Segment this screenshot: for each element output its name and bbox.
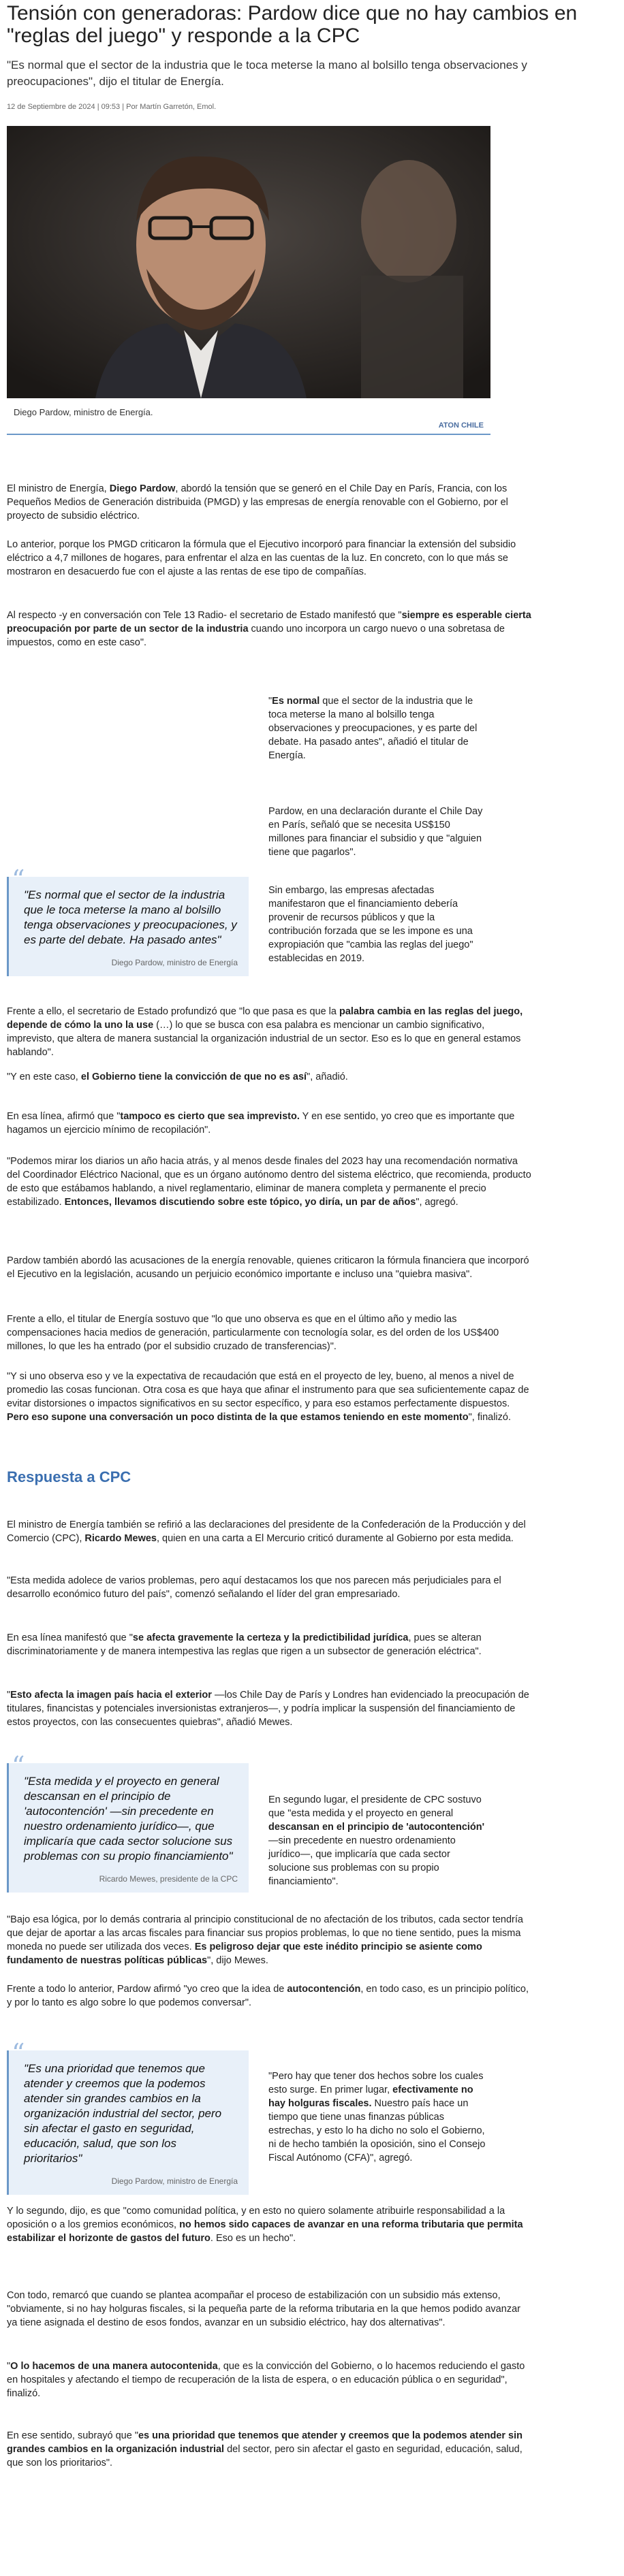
body-paragraph: "Pero hay que tener dos hechos sobre los cuales esto surge. En primer lugar, efectivamente no hay holguras fiscales. Nuestro país hace un tiempo que tiene unas finanzas públicas estrechas, y esto lo ha dicho no solo el Gobierno, ni de hecho también la oposición, sino el Consejo Fiscal Autónomo (CFA)", agregó.: [268, 2071, 486, 2163]
body-paragraph: "Podemos mirar los diarios un año hacia atrás, y al menos desde finales del 2023 hay una recomendación normativa del Coordinador Eléctrico Nacional, que es un órgano autónomo dentro del sistema eléctrico, que recomienda, producto de esto que estábamos hablando, a nivel reglamentario, eliminar de manera completa y permanente el precio estabilizado. Entonces, llevamos discutiendo sobre este tópico, yo diría, un par de años", agregó.: [7, 1156, 531, 1208]
body-paragraph: "Esto afecta la imagen país hacia el exterior —los Chile Day de París y Londres han evidenciado la preocupación de titulares, financistas y potenciales inversionistas extranjeros—, y podría implicar la suspensión del financiamiento de estos proyectos, con las consecuentes quiebras", añadió Mewes.: [7, 1690, 529, 1728]
section-title: Respuesta a CPC: [7, 1468, 131, 1485]
photo-illustration: [7, 126, 490, 398]
quote-mark-icon: “: [12, 2038, 25, 2068]
body-paragraph: "Y si uno observa eso y ve la expectativa de recaudación que está en el proyecto de ley, bueno, al menos a nivel de promedio las cosas funcionan. Otra cosa es que haya que afinar el instrumento para que sea suficientemente capaz de evitar distorsiones o impactos significativos en su sector específico, y para eso estamos perfectamente dispuestos. Pero eso supone una conversación un poco distinta de la que estamos teniendo en este momento", finalizó.: [7, 1371, 529, 1423]
body-paragraph: Y lo segundo, dijo, es que "como comunidad política, y en esto no quiero solamente atribuirle responsabilidad a la oposición o a los gremios económicos, no hemos sido capaces de avanzar en una reforma tributaria que permita estabilizar el horizonte de gastos del futuro. Eso es un hecho".: [7, 2206, 523, 2244]
pull-quote-text: "Esta medida y el proyecto en general descansan en el principio de 'autocontención' —sin precedente en nuestro ordenamiento jurídico—, que implicaría que cada sector solucione sus problemas con su propio financiamiento": [24, 1775, 233, 1863]
article: [7, 0, 617, 435]
photo-caption: [7, 398, 490, 434]
article-meta: 12 de Septiembre de 2024 | 09:53 | Por Martín Garretón, Emol.: [7, 103, 217, 111]
article-lead: "Es normal que el sector de la industria que le toca meterse la mano al bolsillo tenga observaciones y preocupaciones", dijo el titular de Energía.: [7, 59, 527, 88]
body-paragraph: Con todo, remarcó que cuando se plantea acompañar el proceso de estabilización con un subsidio más extenso, "obviamente, si no hay holguras fiscales, si la pequeña parte de la reforma tributaria en la que hemos podido avanzar ya tiene asignada el destino de esos fondos, avanzar en un subsidio eléctrico, hay dos alternativas".: [7, 2290, 520, 2328]
body-paragraph: Frente a todo lo anterior, Pardow afirmó "yo creo que la idea de autocontención, en todo caso, es un principio político, y por lo tanto es algo sobre lo que podemos conversar".: [7, 1984, 529, 2008]
pull-quote: [7, 865, 249, 976]
body-paragraph: "Bajo esa lógica, por lo demás contraria al principio constitucional de no afectación de los tributos, cada sector tendría que dejar de aportar a las arcas fiscales para financiar sus propios problemas, lo que no tiene sentido, pues la misma moneda no puede ser utilizada dos veces. Es peligroso dejar que este inédito principio se asiente como fundamento de nuestras políticas públicas", dijo Mewes.: [7, 1914, 523, 1966]
article-photo[interactable]: [7, 126, 490, 398]
body-paragraph: En segundo lugar, el presidente de CPC sostuvo que "esta medida y el proyecto en general descansan en el principio de 'autocontención' —sin precedente en nuestro ordenamiento jurídico—, que implicaría que cada sector solucione sus problemas con su propio financiamiento".: [268, 1794, 485, 1887]
body-paragraph: Frente a ello, el secretario de Estado profundizó que "lo que pasa es que la palabra cambia en las reglas del juego, depende de cómo la uno la use (…) lo que se busca con esa palabra es mencionar un cambio significativo, imprevisto, que altera de manera sustancial la organización industrial de un sector. Eso es lo que en general estamos hablando".: [7, 1006, 523, 1058]
body-paragraph: Al respecto -y en conversación con Tele 13 Radio- el secretario de Estado manifestó que "siempre es esperable cierta preocupación por parte de un sector de la industria cuando uno incorpora un cargo nuevo o una sobretasa de impuestos, como en este caso".: [7, 610, 531, 648]
body-paragraph: "O lo hacemos de una manera autocontenida, que es la convicción del Gobierno, o lo hacemos reduciendo el gasto en hospitales y afectando el tiempo de recuperación de la lista de espera, o en educación pública o en seguridad", finalizó.: [7, 2361, 525, 2399]
body-paragraph: En ese sentido, subrayó que "es una prioridad que tenemos que atender y creemos que la podemos atender sin grandes cambios en la organización industrial del sector, pero sin afectar el gasto en seguridad, educación, salud, que son los prioritarios".: [7, 2430, 523, 2468]
body-paragraph: En esa línea manifestó que "se afecta gravemente la certeza y la predictibilidad jurídica, pues se alteran discriminatoriamente y de manera intempestiva las reglas que rigen a un subsector de generación eléctrica".: [7, 1632, 482, 1657]
quote-mark-icon: “: [12, 865, 25, 895]
photo-credit: ATON CHILE: [438, 421, 484, 430]
body-paragraph: "Y en este caso, el Gobierno tiene la convicción de que no es así", añadió.: [7, 1072, 348, 1082]
article-figure: [7, 126, 490, 435]
pull-quote: [7, 1751, 249, 1893]
pull-quote-text: "Es una prioridad que tenemos que atender y creemos que la podemos atender sin grandes cambios en la organización industrial del sector, pero sin afectar el gasto en seguridad, educación, salud, que son los prioritarios": [24, 2062, 222, 2165]
body-paragraph: En esa línea, afirmó que "tampoco es cierto que sea imprevisto. Y en ese sentido, yo creo que es importante que hagamos un ejercicio mínimo de recopilación".: [7, 1111, 515, 1136]
body-paragraph: Lo anterior, porque los PMGD criticaron la fórmula que el Ejecutivo incorporó para financiar la extensión del subsidio eléctrico a 4,7 millones de hogares, para enfrentar el alza en las cuentas de la luz. En concreto, con lo que más se mostraron en desacuerdo fue con el ajuste a las rentas de ese tipo de compañías.: [7, 539, 516, 577]
body-paragraph: Frente a ello, el titular de Energía sostuvo que "lo que uno observa es que en el último año y medio las compensaciones hacia medios de generación, particularmente con tecnología solar, es del orden de los US$400 millones, lo que les ha entrado (por el subsidio cruzado de transferencias)".: [7, 1314, 499, 1352]
caption-text: Diego Pardow, ministro de Energía.: [14, 407, 153, 417]
body-paragraph: Pardow también abordó las acusaciones de la energía renovable, quienes criticaron la fórmula financiera que incorporó el Ejecutivo en la legislación, acusando un perjuicio económico importante e incluso una "quiebra masiva".: [7, 1255, 529, 1280]
pull-quote: [7, 2038, 249, 2195]
quote-mark-icon: “: [12, 1751, 25, 1781]
body-paragraph: Pardow, en una declaración durante el Chile Day en París, señaló que se necesita US$150 millones para financiar el subsidio y que "alguien tiene que pagarlos".: [268, 806, 483, 858]
body-paragraph: Sin embargo, las empresas afectadas manifestaron que el financiamiento debería provenir de recursos públicos y que la contribución forzada que se les impone es una expropiación que "cambia las reglas del juego" establecidas en 2019.: [268, 885, 473, 964]
body-paragraph: "Esta medida adolece de varios problemas, pero aquí destacamos los que nos parecen más perjudiciales para el desarrollo económico futuro del país", comenzó señalando el líder del gran empresariado.: [7, 1575, 501, 1600]
pull-quote-author: Ricardo Mewes, presidente de la CPC: [99, 1874, 238, 1884]
pull-quote-text: "Es normal que el sector de la industria que le toca meterse la mano al bolsillo tenga observaciones y preocupaciones, y es parte del debate. Ha pasado antes": [24, 888, 237, 946]
pull-quote-author: Diego Pardow, ministro de Energía: [111, 958, 238, 967]
body-paragraph: El ministro de Energía también se refirió a las declaraciones del presidente de la Confederación de la Producción y del Comercio (CPC), Ricardo Mewes, quien en una carta a El Mercurio criticó duramente al Gobierno por esta medida.: [7, 1519, 526, 1544]
pull-quote-author: Diego Pardow, ministro de Energía: [111, 2176, 238, 2186]
article-title: Tensión con generadoras: Pardow dice que no hay cambios en "reglas del juego" y responde a la CPC: [7, 2, 578, 47]
body-paragraph: El ministro de Energía, Diego Pardow, abordó la tensión que se generó en el Chile Day en París, Francia, con los Pequeños Medios de Generación distribuida (PMGD) y las empresas de energía renovable con el Gobierno, por el proyecto de subsidio eléctrico.: [7, 483, 508, 521]
body-paragraph: "Es normal que el sector de la industria que le toca meterse la mano al bolsillo tenga observaciones y preocupaciones, y es parte del debate. Ha pasado antes", añadió el titular de Energía.: [268, 696, 478, 761]
